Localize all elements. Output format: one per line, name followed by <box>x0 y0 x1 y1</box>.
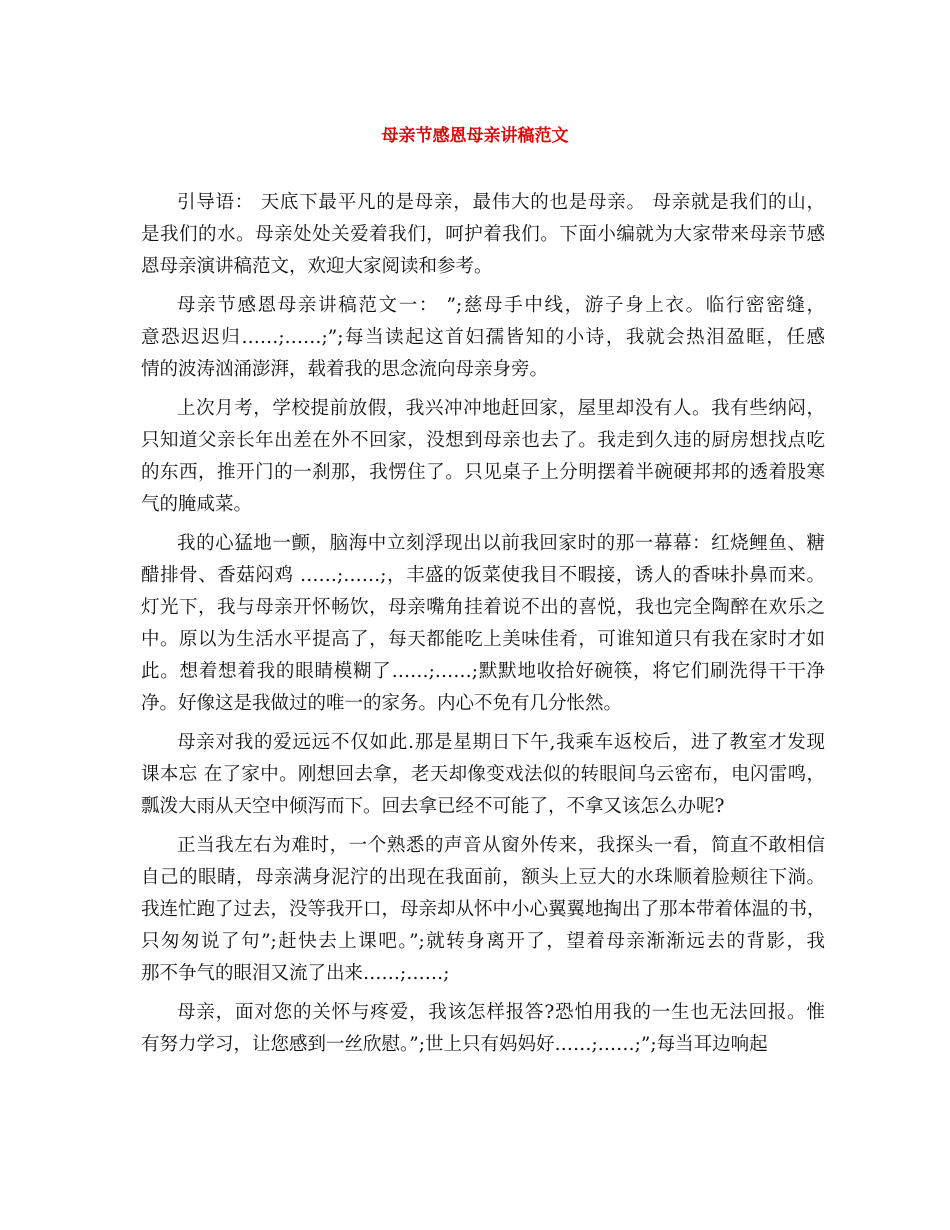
paragraph <box>141 187 825 283</box>
paragraph <box>141 528 825 720</box>
paragraph <box>141 393 825 521</box>
paragraph-line: 母亲节感恩母亲讲稿范文一： ”;慈母手中线，游子身上衣。临行密密缝， <box>177 295 825 316</box>
paragraph-line: 我连忙跑了过去，没等我开口，母亲却从怀中小心翼翼地掏出了那本带着体温的书， <box>141 899 826 920</box>
paragraph-line: 意恐迟迟归……;……;”;每当读起这首妇孺皆知的小诗，我就会热泪盈眶，任感 <box>141 327 825 348</box>
paragraph <box>141 997 825 1061</box>
paragraph-line: 我的心猛地一颤，脑海中立刻浮现出以前我回家时的那一幕幕：红烧鲤鱼、糖 <box>177 533 825 554</box>
paragraph-line: 气的腌咸菜。 <box>141 494 253 515</box>
paragraph-line: 课本忘 在了家中。刚想回去拿，老天却像变戏法似的转眼间乌云密布，电闪雷鸣， <box>141 764 825 785</box>
paragraph-line: 灯光下，我与母亲开怀畅饮，母亲嘴角挂着说不出的喜悦，我也完全陶醉在欢乐之 <box>141 597 825 618</box>
paragraph <box>141 727 825 823</box>
paragraph-line: 只匆匆说了句”;赶快去上课吧。”;就转身离开了，望着母亲渐渐远去的背影，我 <box>141 931 825 952</box>
paragraph-line: 是我们的水。母亲处处关爱着我们，呵护着我们。下面小编就为大家带来母亲节感 <box>141 224 825 245</box>
document-body <box>141 187 825 1068</box>
paragraph-line: 只知道父亲长年出差在外不回家，没想到母亲也去了。我走到久违的厨房想找点吃 <box>141 430 825 451</box>
paragraph <box>141 830 825 990</box>
document-title: 母亲节感恩母亲讲稿范文 <box>381 126 569 146</box>
paragraph-line: 中。原以为生活水平提高了，每天都能吃上美味佳肴，可谁知道只有我在家时才如 <box>141 629 825 650</box>
paragraph-line: 的东西，推开门的一刹那，我愣住了。只见桌子上分明摆着半碗硬邦邦的透着股寒 <box>141 462 825 483</box>
paragraph-line: 醋排骨、香菇闷鸡 ……;……;，丰盛的饭菜使我目不暇接，诱人的香味扑鼻而来。 <box>141 565 825 586</box>
paragraph-line: 正当我左右为难时，一个熟悉的声音从窗外传来，我探头一看，简直不敢相信 <box>177 835 825 856</box>
paragraph-line: 母亲对我的爱远远不仅如此.那是星期日下午,我乘车返校后，进了教室才发现 <box>177 732 825 753</box>
paragraph-line: 此。想着想着我的眼睛模糊了……;……;默默地收拾好碗筷，将它们刷洗得干干净 <box>141 661 825 682</box>
paragraph <box>141 290 825 386</box>
paragraph-line: 那不争气的眼泪又流了出来……;……; <box>141 963 450 984</box>
paragraph-line: 上次月考，学校提前放假，我兴冲冲地赶回家，屋里却没有人。我有些纳闷， <box>177 398 825 419</box>
paragraph-line: 母亲，面对您的关怀与疼爱，我该怎样报答?恐怕用我的一生也无法回报。惟 <box>177 1002 825 1023</box>
paragraph-line: 情的波涛汹涌澎湃，载着我的思念流向母亲身旁。 <box>141 359 549 380</box>
paragraph-line: 引导语： 天底下最平凡的是母亲，最伟大的也是母亲。 母亲就是我们的山， <box>177 192 825 213</box>
paragraph-line: 恩母亲演讲稿范文，欢迎大家阅读和参考。 <box>141 256 493 277</box>
paragraph-line: 净。好像这是我做过的唯一的家务。内心不免有几分怅然。 <box>141 693 623 714</box>
paragraph-line: 有努力学习，让您感到一丝欣慰。”;世上只有妈妈好……;……;”;每当耳边响起 <box>141 1034 768 1055</box>
paragraph-line: 瓢泼大雨从天空中倾泻而下。回去拿已经不可能了，不拿又该怎么办呢? <box>141 796 725 817</box>
paragraph-line: 自己的眼睛，母亲满身泥泞的出现在我面前，额头上豆大的水珠顺着脸颊往下淌。 <box>141 867 825 888</box>
